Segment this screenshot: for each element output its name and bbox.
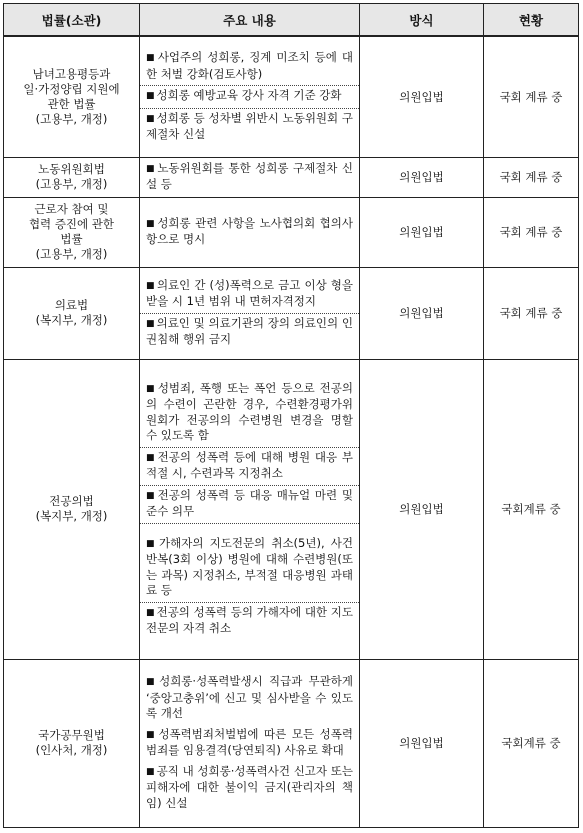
law-line: 전공의법 — [49, 494, 94, 508]
content-item: ■ 전공의 성폭력 등의 가해자에 대한 지도전문의 자격 취소 — [140, 602, 359, 640]
status-cell: 국회 계류 중 — [484, 36, 579, 157]
method-cell: 의원입법 — [360, 197, 484, 267]
table-row — [4, 157, 579, 197]
status-cell: 국회 계류 중 — [484, 197, 579, 267]
bullet-icon: ■ — [146, 53, 156, 63]
law-cell — [4, 197, 140, 267]
bullet-icon: ■ — [146, 383, 156, 394]
method-cell: 의원입법 — [360, 157, 484, 197]
header-law: 법률(소관) — [4, 4, 140, 37]
law-line: 법률 — [60, 232, 83, 246]
status-cell: 국회 계류 중 — [484, 157, 579, 197]
law-cell — [4, 36, 140, 157]
law-line: 노동위원회법 — [38, 162, 105, 176]
content-item: ■ 공직 내 성희롱·성폭력사건 신고자 또는 피해자에 대한 불이익 금지(관리자의 책임) 신설 — [146, 763, 353, 810]
table-row — [4, 659, 579, 827]
content-item: ■ 성희롱 등 성차별 위반시 노동위원회 구제절차 신설 — [140, 108, 359, 146]
content-item: ■ 의료인 및 의료기관의 장의 의료인의 인권침해 행위 금지 — [140, 313, 359, 351]
law-cell — [4, 157, 140, 197]
law-cell — [4, 659, 140, 827]
table-row — [4, 36, 579, 157]
bullet-icon: ■ — [146, 163, 156, 174]
bullet-icon: ■ — [146, 766, 155, 777]
content-item: ■ 노동위원회를 통한 성희롱 구제절차 신설 등 — [146, 160, 353, 191]
law-line: (복지부, 개정) — [35, 509, 108, 523]
content-cell — [140, 359, 360, 659]
table-row — [4, 359, 579, 659]
status-cell: 국회 계류 중 — [484, 267, 579, 359]
content-cell — [140, 197, 360, 267]
content-item: ■ 성희롱 예방교육 강사 자격 기준 강화 — [140, 85, 359, 108]
content-cell — [140, 157, 360, 197]
law-cell — [4, 267, 140, 359]
law-line: 관한 법률 — [47, 96, 96, 111]
bullet-icon: ■ — [146, 677, 158, 687]
table-row — [4, 197, 579, 267]
content-item: ■ 전공의 성폭력 등 대응 매뉴얼 마련 및 준수 의무 — [140, 485, 359, 523]
method-cell: 의원입법 — [360, 659, 484, 827]
law-line: (고용부, 개정) — [35, 177, 108, 191]
bullet-icon: ■ — [146, 607, 155, 618]
law-line: 의료법 — [54, 298, 89, 312]
bullet-icon: ■ — [146, 91, 155, 101]
bullet-icon: ■ — [146, 538, 158, 549]
status-cell: 국회계류 중 — [484, 359, 579, 659]
content-item: ■ 성폭력범죄처벌법에 따른 모든 성폭력범죄를 임용결격(당연퇴직) 사유로 확대 — [146, 726, 353, 757]
content-item: ■ 의료인 간 (성)폭력으로 금고 이상 형을 받을 시 1년 범위 내 면허자격정지 — [146, 277, 353, 308]
bullet-icon: ■ — [146, 318, 155, 329]
bullet-icon: ■ — [146, 280, 155, 291]
law-line: 국가공무원법 — [38, 728, 105, 742]
content-item: ■ 사업주의 성희롱, 징계 미조치 등에 대한 처벌 강화(검토사항) — [146, 50, 353, 81]
content-cell — [140, 36, 360, 157]
bullet-icon: ■ — [146, 218, 156, 229]
law-line: (복지부, 개정) — [35, 313, 108, 327]
bullet-icon: ■ — [146, 729, 157, 740]
header-status: 현황 — [484, 4, 579, 37]
law-line: 일·가정양립 지원에 — [23, 81, 120, 96]
law-line: 협력 증진에 관한 — [28, 217, 115, 231]
bullet-icon: ■ — [146, 490, 156, 501]
table-row — [4, 267, 579, 359]
law-line: (고용부, 개정) — [35, 247, 108, 261]
law-line: 남녀고용평등과 — [32, 66, 111, 81]
content-item: ■ 성범죄, 폭행 또는 폭언 등으로 전공의의 수련이 곤란한 경우, 수련환경평가위원회가 전공의의 수련병원 변경을 명할 수 있도록 함 — [146, 380, 353, 442]
content-item: ■ 가해자의 지도전문의 취소(5년), 사건반복(3회 이상) 병원에 대해 수련병원(또는 과목) 지정취소, 부적절 대응병원 과태료 등 — [140, 523, 359, 602]
law-line: 근로자 참여 및 — [34, 202, 109, 216]
bullet-icon: ■ — [146, 113, 155, 124]
status-cell: 국회계류 중 — [484, 659, 579, 827]
law-line: (고용부, 개정) — [35, 111, 108, 126]
legislation-table — [3, 3, 579, 828]
content-cell — [140, 267, 360, 359]
header-method: 방식 — [360, 4, 484, 37]
content-item: ■ 성희롱·성폭력발생시 직급과 무관하게 ‘중앙고충위’에 신고 및 심사받을 수 있도록 개선 — [146, 674, 353, 720]
method-cell: 의원입법 — [360, 267, 484, 359]
content-item: ■ 성희롱 관련 사항을 노사협의회 협의사항으로 명시 — [146, 215, 353, 246]
law-line: (인사처, 개정) — [35, 743, 108, 757]
bullet-icon: ■ — [146, 452, 156, 463]
header-row — [4, 4, 579, 37]
header-content: 주요 내용 — [140, 4, 360, 37]
method-cell: 의원입법 — [360, 36, 484, 157]
law-cell — [4, 359, 140, 659]
content-cell — [140, 659, 360, 827]
method-cell: 의원입법 — [360, 359, 484, 659]
content-item: ■ 전공의 성폭력 등에 대해 병원 대응 부적절 시, 수련과목 지정취소 — [140, 447, 359, 485]
